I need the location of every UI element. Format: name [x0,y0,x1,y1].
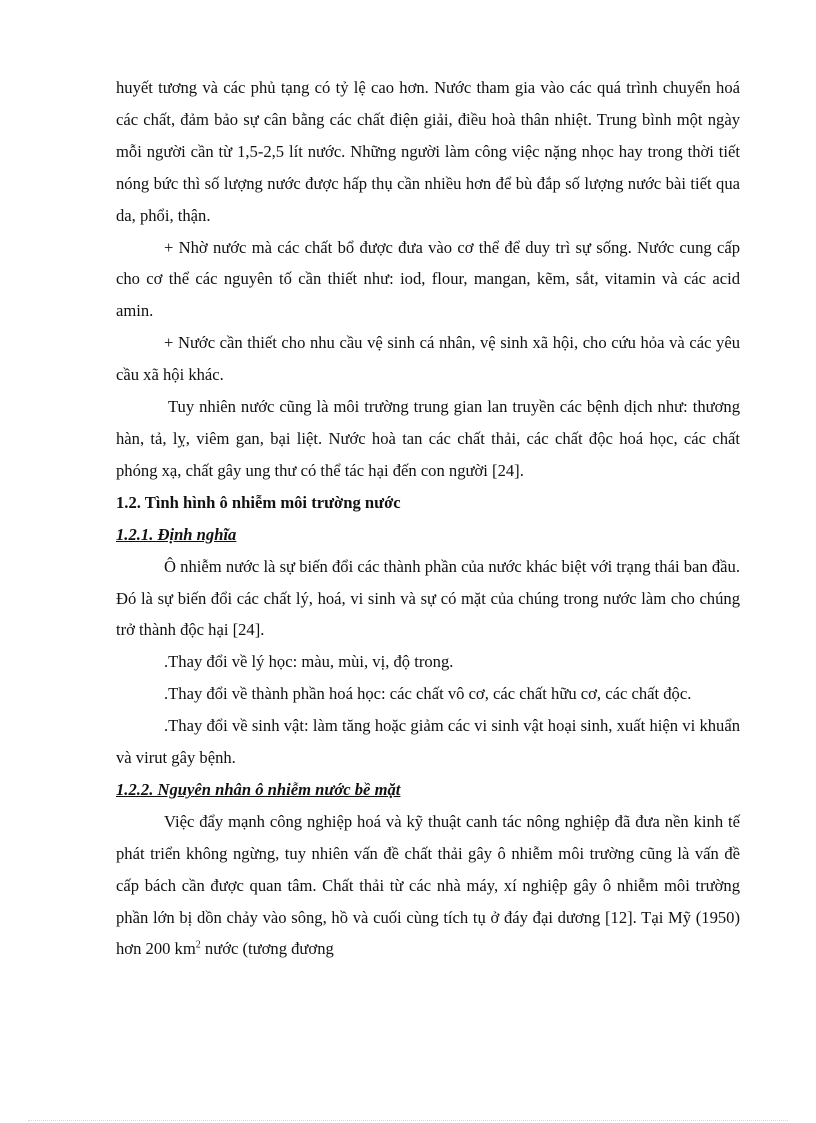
list-item-physical-change: .Thay đổi về lý học: màu, mùi, vị, độ trong. [164,652,454,672]
subsection-heading-causes: 1.2.2. Nguyên nhân ô nhiễm nước bề mặt [116,779,401,799]
list-item-biological-change: .Thay đổi về sinh vật: làm tăng hoặc giảm các vi sinh vật hoại sinh, xuất hiện vi khuẩn và virut gây bệnh. [116,716,740,768]
paragraph-blood-plasma: huyết tương và các phủ tạng có tỷ lệ cao hơn. Nước tham gia vào các quá trình chuyển hoá các chất, đảm bảo sự cân bằng các chất điện giải, điều hoà thân nhiệt. Trung bình một ngày mỗi người cần từ 1,5-2,5 lít nước. Những người làm công việc nặng nhọc hay trong thời tiết nóng bức thì số lượng nước được hấp thụ cần nhiều hơn để bù đắp số lượng nước bài tiết qua da, phổi, thận. [116,78,740,225]
superscript-two: 2 [195,939,201,951]
paragraph-causes-text: Việc đẩy mạnh công nghiệp hoá và kỹ thuật canh tác nông nghiệp đã đưa nền kinh tế phát triển không ngừng, tuy nhiên vấn đề chất thải gây ô nhiễm môi trường cũng là vấn đề cấp bách cần được quan tâm. Chất thải từ các nhà máy, xí nghiệp gây ô nhiễm môi trường phần lớn bị dồn chảy vào sông, hồ và cuối cùng tích tụ ở đáy đại dương [12]. Tại Mỹ (1950) hơn 200 km [116,811,740,959]
section-heading-water-pollution: 1.2. Tình hình ô nhiễm môi trường nước [116,492,401,512]
page-bottom-rule [28,1120,788,1121]
paragraph-hygiene: + Nước cần thiết cho nhu cầu vệ sinh cá nhân, vệ sinh xã hội, cho cứu hỏa và các yêu cầu xã hội khác. [116,333,740,385]
paragraph-nutrients: + Nhờ nước mà các chất bổ được đưa vào cơ thể để duy trì sự sống. Nước cung cấp cho cơ thể các nguyên tố cần thiết như: iod, flour, mangan, kẽm, sắt, vitamin và các acid amin. [116,237,740,321]
list-item-chemical-change: .Thay đổi về thành phần hoá học: các chất vô cơ, các chất hữu cơ, các chất độc. [164,684,692,704]
document-page [116,72,740,965]
paragraph-definition: Ô nhiễm nước là sự biến đổi các thành phần của nước khác biệt với trạng thái ban đầu. Đó là sự biến đổi các chất lý, hoá, vi sinh và sự có mặt của chúng trong nước làm cho chúng trở thành độc hại [24]. [116,556,740,640]
paragraph-causes-end: nước (tương đương [200,939,334,959]
subsection-heading-definition: 1.2.1. Định nghĩa [116,524,237,544]
paragraph-causes [116,806,740,966]
paragraph-disease-transmission: Tuy nhiên nước cũng là môi trường trung gian lan truyền các bệnh dịch như: thương hàn, tả, lỵ, viêm gan, bại liệt. Nước hoà tan các chất thải, các chất độc hoá học, các chất phóng xạ, chất gây ung thư có thể tác hại đến con người [24]. [116,397,740,480]
